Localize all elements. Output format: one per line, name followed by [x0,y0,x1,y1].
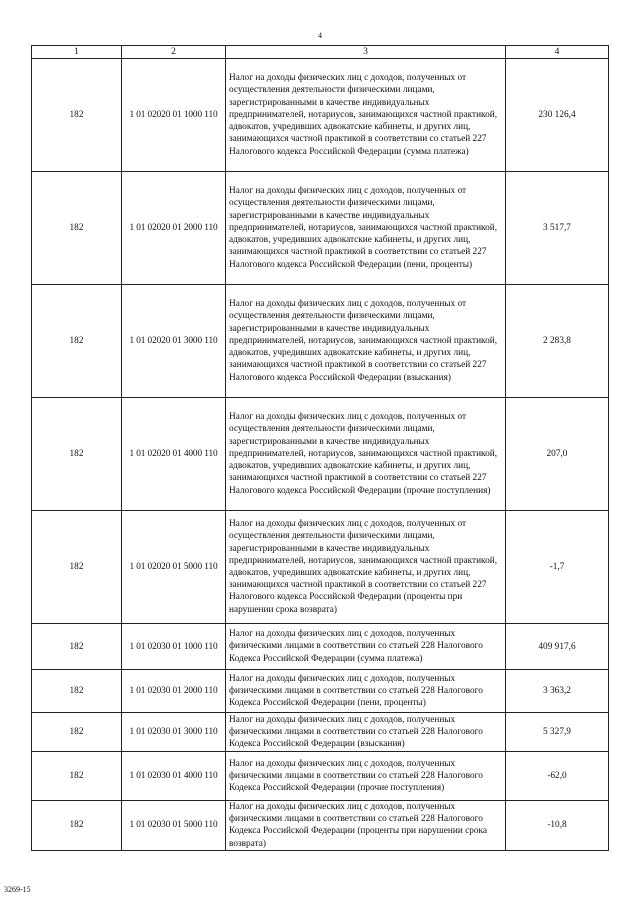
amount-cell: -10,8 [506,801,609,851]
budget-code-cell: 1 01 02030 01 3000 110 [122,713,226,752]
amount-cell: 230 126,4 [506,59,609,172]
admin-code-cell: 182 [32,59,122,172]
column-header-admin: 1 [32,46,122,59]
revenue-name-cell: Налог на доходы физических лиц с доходов, полученных от осуществления деятельности физическими лицами, зарегистрированными в качестве индивидуальных предпринимателей, нотариусов, занимающихся частной практикой, адвокатов, учредивших адвокатские кабинеты, и других лиц, занимающихся частной практикой в соответствии со статьей 227 Налогового кодекса Российской Федерации (проценты при нарушении срока возврата) [226,511,506,624]
revenue-name-cell: Налог на доходы физических лиц с доходов, полученных от осуществления деятельности физическими лицами, зарегистрированными в качестве индивидуальных предпринимателей, нотариусов, занимающихся частной практикой, адвокатов, учредивших адвокатские кабинеты, и других лиц, занимающихся частной практикой в соответствии со статьей 227 Налогового кодекса Российской Федерации (сумма платежа) [226,59,506,172]
revenue-name-cell: Налог на доходы физических лиц с доходов, полученных физическими лицами в соответствии со статьей 228 Налогового Кодекса Российской Федерации (взыскания) [226,713,506,752]
admin-code-cell: 182 [32,752,122,801]
admin-code-cell: 182 [32,511,122,624]
budget-code-cell: 1 01 02020 01 4000 110 [122,398,226,511]
amount-cell: 2 283,8 [506,285,609,398]
revenue-table [31,45,609,851]
revenue-name-cell: Налог на доходы физических лиц с доходов, полученных физическими лицами в соответствии со статьей 228 Налогового Кодекса Российской Федерации (проценты при нарушении срока возврата) [226,801,506,851]
table-row [32,285,609,398]
table-row [32,172,609,285]
admin-code-cell: 182 [32,398,122,511]
budget-code-cell: 1 01 02030 01 4000 110 [122,752,226,801]
budget-code-cell: 1 01 02030 01 2000 110 [122,670,226,713]
revenue-name-cell: Налог на доходы физических лиц с доходов, полученных физическими лицами в соответствии со статьей 228 Налогового Кодекса Российской Федерации (сумма платежа) [226,624,506,670]
table-row [32,511,609,624]
admin-code-cell: 182 [32,172,122,285]
amount-cell: 409 917,6 [506,624,609,670]
table-row [32,398,609,511]
document-footer-code: 3269-15 [4,885,31,894]
table-row [32,752,609,801]
column-header-amount: 4 [506,46,609,59]
amount-cell: 3 517,7 [506,172,609,285]
table-row [32,59,609,172]
amount-cell: 5 327,9 [506,713,609,752]
budget-code-cell: 1 01 02030 01 1000 110 [122,624,226,670]
admin-code-cell: 182 [32,670,122,713]
admin-code-cell: 182 [32,801,122,851]
table-row [32,670,609,713]
column-header-code: 2 [122,46,226,59]
admin-code-cell: 182 [32,713,122,752]
budget-code-cell: 1 01 02020 01 1000 110 [122,59,226,172]
revenue-name-cell: Налог на доходы физических лиц с доходов, полученных физическими лицами в соответствии со статьей 228 Налогового Кодекса Российской Федерации (пени, проценты) [226,670,506,713]
amount-cell: 3 363,2 [506,670,609,713]
revenue-name-cell: Налог на доходы физических лиц с доходов, полученных от осуществления деятельности физическими лицами, зарегистрированными в качестве индивидуальных предпринимателей, нотариусов, занимающихся частной практикой, адвокатов, учредивших адвокатские кабинеты, и других лиц, занимающихся частной практикой в соответствии со статьей 227 Налогового кодекса Российской Федерации (пени, проценты) [226,172,506,285]
table-row [32,713,609,752]
revenue-name-cell: Налог на доходы физических лиц с доходов, полученных от осуществления деятельности физическими лицами, зарегистрированными в качестве индивидуальных предпринимателей, нотариусов, занимающихся частной практикой, адвокатов, учредивших адвокатские кабинеты, и других лиц, занимающихся частной практикой в соответствии со статьей 227 Налогового кодекса Российской Федерации (взыскания) [226,285,506,398]
table-header-row [32,46,609,59]
amount-cell: -62,0 [506,752,609,801]
column-header-name: 3 [226,46,506,59]
revenue-name-cell: Налог на доходы физических лиц с доходов, полученных от осуществления деятельности физическими лицами, зарегистрированными в качестве индивидуальных предпринимателей, нотариусов, занимающихся частной практикой, адвокатов, учредивших адвокатские кабинеты, и других лиц, занимающихся частной практикой в соответствии со статьей 227 Налогового кодекса Российской Федерации (прочие поступления) [226,398,506,511]
table-row [32,624,609,670]
table-row [32,801,609,851]
budget-code-cell: 1 01 02020 01 3000 110 [122,285,226,398]
budget-code-cell: 1 01 02030 01 5000 110 [122,801,226,851]
amount-cell: 207,0 [506,398,609,511]
admin-code-cell: 182 [32,624,122,670]
page-number: 4 [318,31,322,40]
amount-cell: -1,7 [506,511,609,624]
admin-code-cell: 182 [32,285,122,398]
budget-code-cell: 1 01 02020 01 2000 110 [122,172,226,285]
revenue-name-cell: Налог на доходы физических лиц с доходов, полученных физическими лицами в соответствии со статьей 228 Налогового Кодекса Российской Федерации (прочие поступления) [226,752,506,801]
budget-code-cell: 1 01 02020 01 5000 110 [122,511,226,624]
